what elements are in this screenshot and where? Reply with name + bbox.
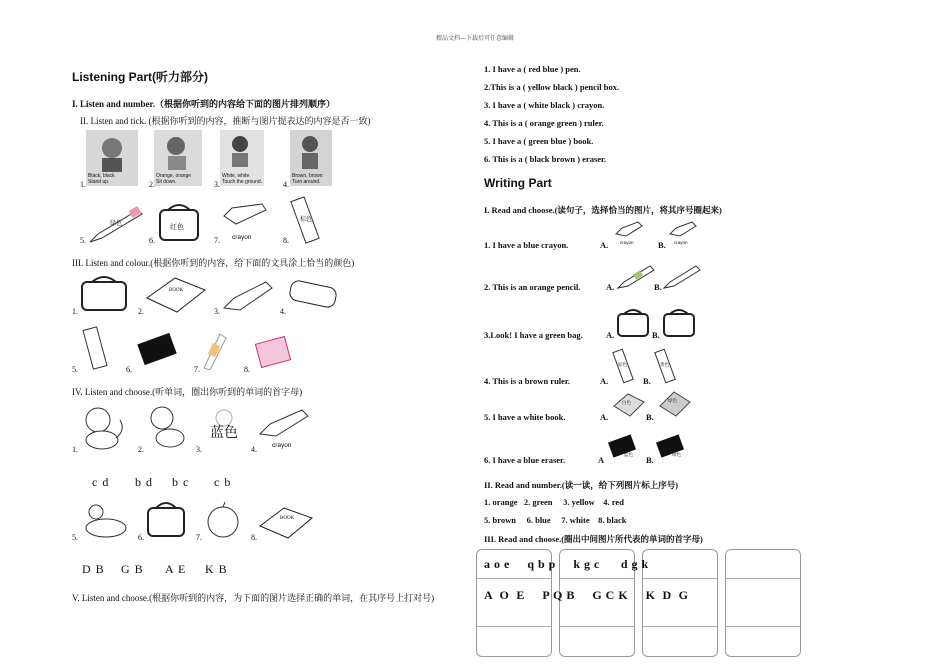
s2-num-2: 2. [149, 180, 155, 189]
s3-num-5: 5. [72, 365, 78, 374]
picture-sit-down [154, 130, 202, 186]
option-a[interactable]: A. [600, 376, 609, 386]
eraser-icon: 绿色 [654, 432, 688, 462]
picture-caption: Orange, orange Sit down. [156, 173, 192, 185]
eraser-icon: 蓝色 [606, 432, 640, 462]
crayon-icon: crayon [614, 220, 644, 248]
picture-stand-up [86, 130, 138, 186]
s4-letter-pair[interactable]: b d [135, 475, 153, 489]
pencil-icon [616, 262, 656, 290]
pencil-box-icon [286, 276, 342, 316]
ruler-icon: 棕色 [290, 196, 326, 246]
book-icon: 白色 [612, 392, 646, 418]
pencil-icon [662, 262, 702, 290]
writing-3-instruction: III. Read and choose.(圈出中间图片所代表的单词的首字母) [484, 534, 703, 544]
option-b[interactable]: B. [646, 455, 654, 465]
option-b[interactable]: B. [658, 240, 666, 250]
sentence-5: 5. I have a ( green blue ) book. [484, 136, 594, 146]
s4-letter-pair[interactable]: D B [82, 562, 105, 576]
option-b[interactable]: B. [654, 282, 662, 292]
bag-icon [76, 272, 132, 314]
book-icon: BOOK [145, 276, 207, 314]
s3-num-7: 7. [194, 365, 200, 374]
number-list-line-1: 1. orange 2. green 3. yellow 4. red [484, 497, 624, 507]
sentence-2: 2.This is a ( yellow black ) pencil box. [484, 82, 620, 92]
section-5-instruction: V. Listen and choose.(根据你听到的内容，为下面的图片选择正确的单词，在其序号上打对号) [72, 593, 435, 603]
option-a[interactable]: A. [606, 282, 615, 292]
pen-icon [200, 330, 228, 370]
sentence-1: 1. I have a ( red blue ) pen. [484, 64, 581, 74]
s4-letter-pair[interactable]: c d [92, 475, 110, 489]
s3-num-3: 3. [214, 307, 220, 316]
bag-icon [660, 306, 698, 340]
ruler-icon: 黄色 [652, 348, 680, 384]
pencil-icon: 绿色 [88, 204, 144, 244]
lowercase-options-row[interactable]: a o e q b p k g c d g k [484, 557, 649, 571]
s4-letter-pair[interactable]: A E [165, 562, 187, 576]
s3-num-4: 4. [280, 307, 286, 316]
picture-turn-around [290, 130, 332, 186]
choose-item-4: 4. This is a brown ruler. [484, 376, 571, 386]
section-3-instruction: III. Listen and colour.(根据你听到的内容，给下面的文具涂上恰当的颜色) [72, 258, 355, 268]
s4-letter-pair[interactable]: b c [172, 475, 190, 489]
sentence-4: 4. This is a ( orange green ) ruler. [484, 118, 604, 128]
section-2-instruction: II. Listen and tick. (根据你听到的内容，推断与图片提表达的内容是否一致) [80, 116, 371, 126]
bag-icon: 红色 [156, 200, 202, 244]
blue-characters-icon: 蓝色 [204, 404, 250, 450]
crayon-icon: crayon [222, 200, 268, 244]
page-header: 精品文档---下载后可任意编辑 [436, 36, 514, 42]
dog-icon [144, 402, 190, 450]
s4-num-2: 2. [138, 445, 144, 454]
s2-num-5: 5. [80, 236, 86, 245]
ruler-icon: 棕色 [610, 348, 638, 384]
eraser-icon [134, 328, 184, 370]
choose-item-2: 2. This is an orange pencil. [484, 282, 581, 292]
picture-touch-ground [220, 130, 264, 186]
s2-num-3: 3. [214, 180, 220, 189]
duck-icon [80, 500, 130, 540]
s4-num-1: 1. [72, 445, 78, 454]
picture-caption: White, white Touch the ground. [222, 173, 263, 185]
s4-num-8: 8. [251, 533, 257, 542]
writing-1-instruction: I. Read and choose.(读句子，选择恰当的图片，将其序号圈起来) [484, 205, 722, 215]
choose-item-3: 3.Look! I have a green bag. [484, 330, 583, 340]
option-a[interactable]: A. [600, 240, 609, 250]
s2-num-8: 8. [283, 236, 289, 245]
crayon-icon: crayon [258, 408, 310, 452]
s2-num-7: 7. [214, 236, 220, 245]
choose-item-6: 6. I have a blue eraser. [484, 455, 566, 465]
option-b[interactable]: B. [652, 330, 660, 340]
number-list-line-2: 5. brown 6. blue 7. white 8. black [484, 515, 627, 525]
option-a[interactable]: A. [606, 330, 615, 340]
s4-num-3: 3. [196, 445, 202, 454]
choose-item-1: 1. I have a blue crayon. [484, 240, 569, 250]
crayon-icon [222, 280, 274, 314]
option-a[interactable]: A [598, 455, 605, 465]
s4-num-7: 7. [196, 533, 202, 542]
ruler-icon [78, 326, 114, 370]
section-4-instruction: IV. Listen and choose.(听单词，圈出你听到的单词的首字母) [72, 387, 303, 397]
bag-icon [614, 306, 652, 340]
s4-letter-pair[interactable]: K B [205, 562, 228, 576]
sentence-6: 6. This is a ( black brown ) eraser. [484, 154, 607, 164]
uppercase-options-row[interactable]: A O E P Q B G C K K D G [484, 588, 689, 602]
picture-caption: Black, black Stand up. [88, 173, 115, 185]
s3-num-2: 2. [138, 307, 144, 316]
book-icon: BOOK [258, 504, 314, 540]
answer-card-4[interactable] [725, 549, 801, 657]
s2-num-1: 1. [80, 180, 86, 189]
crayon-icon: crayon [668, 220, 698, 248]
s4-num-4: 4. [251, 445, 257, 454]
picture-caption: Brown, brown Turn around. [292, 173, 323, 185]
s2-num-6: 6. [149, 236, 155, 245]
listening-title: Listening Part(听力部分) [72, 70, 209, 84]
option-b[interactable]: B. [643, 376, 651, 386]
writing-title: Writing Part [484, 176, 552, 190]
s3-num-1: 1. [72, 307, 78, 316]
s3-num-6: 6. [126, 365, 132, 374]
section-1-instruction: I. Listen and number.（根据你听到的内容给下面的图片排列顺序） [72, 99, 335, 109]
sentence-3: 3. I have a ( white black ) crayon. [484, 100, 605, 110]
book-icon: 绿色 [658, 390, 692, 418]
answer-card-3[interactable] [642, 549, 718, 657]
s2-num-4: 4. [283, 180, 289, 189]
s4-num-6: 6. [138, 533, 144, 542]
bag-icon [144, 498, 188, 540]
s4-num-5: 5. [72, 533, 78, 542]
option-b[interactable]: B. [646, 412, 654, 422]
writing-2-instruction: II. Read and number.(读一读，给下列图片标上序号) [484, 480, 679, 490]
option-a[interactable]: A. [600, 412, 609, 422]
pencil-box-icon [252, 334, 300, 370]
choose-item-5: 5. I have a white book. [484, 412, 566, 422]
s4-letter-pair[interactable]: c b [214, 475, 232, 489]
apple-icon [204, 500, 242, 540]
s3-num-8: 8. [244, 365, 250, 374]
cat-icon [78, 402, 128, 450]
s4-letter-pair[interactable]: G B [121, 562, 144, 576]
